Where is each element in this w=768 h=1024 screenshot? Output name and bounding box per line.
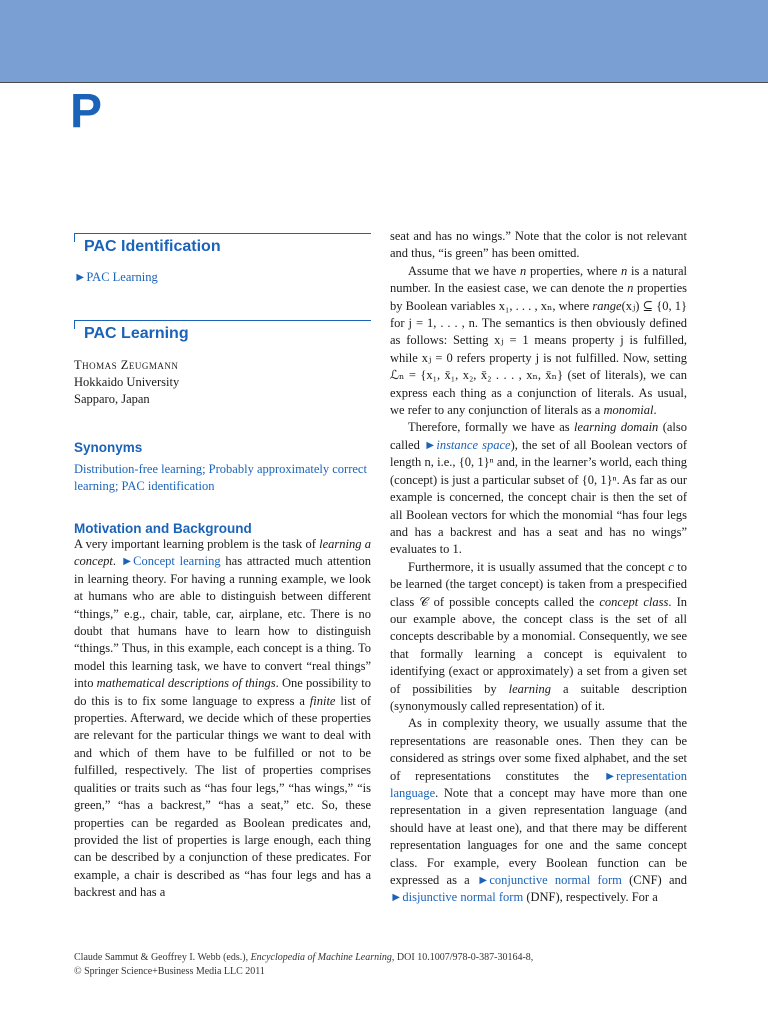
citation-line: Claude Sammut & Geoffrey I. Webb (eds.), Encyclopedia of Machine Learning, DOI 10.1007/978-0-387-30164-8, [74,952,534,963]
synonyms-list[interactable]: Distribution-free learning; Probably approximately correct learning; PAC identification [74,462,367,493]
dnf-link[interactable]: ►disjunctive normal form [390,890,524,905]
entry-title: PAC Learning [84,325,189,342]
header-band [0,0,768,83]
section-heading-motivation: Motivation and Background [74,521,252,536]
body-paragraph: Therefore, formally we have as learning domain (also called ►instance space), the set of all Boolean vectors of length n, i.e., {0, 1}ⁿ and, in the learner’s world, each thing (concept) is just a particular subset of {0, 1}ⁿ. As far as our example is concerned, the concept chair is then the set of all Boolean vectors for which the monomial “has four legs and has a backrest and has a seat and has no wings” evaluates to 1. [390,420,687,557]
citation-footer [74,951,694,979]
entry-header-pac-learning [74,315,371,343]
body-paragraph: A very important learning problem is the task of learning a concept. ►Concept learning has attracted much attention in learning theory. For having a running example, we look at humans who are able to distinguish between different “things,” e.g., chair, table, car, airplane, etc. There is no doubt that humans have to learn how to distinguish “things.” Thus, in this example, each concept is a thing. To model this learning task, we have to convert “real things” into mathematical descriptions of things. One possibility to do this is to fix some language to express a finite list of properties. Afterward, we decide which of these properties are relevant for the particular things we want to deal with and which of them have to be fulfilled or not to be fulfilled, respectively. The list of properties comprises qualities or traits such as “has four legs,” “has wings,” “is green,” “has a backrest,” “has a seat,” etc. So, these properties can be regarded as Boolean predicates and, provided the list of properties is large enough, each thing can be described by a conjunction of these predicates. For example, a chair is described as “has four legs and has a backrest and has a [74,537,372,900]
representation-language-link[interactable]: ►representation language [390,768,687,800]
cnf-link[interactable]: ►conjunctive normal form [476,873,622,888]
entry-header-pac-identification [74,228,371,256]
instance-space-link[interactable]: ►instance space [423,437,511,452]
section-heading-synonyms: Synonyms [74,440,143,455]
entry-rule-tick [74,320,75,329]
left-column [74,228,371,902]
entry-rule [74,320,371,321]
author-name: Thomas Zeugmann [74,358,179,372]
author-block [74,357,371,408]
cross-reference-link[interactable]: ►PAC Learning [74,270,158,284]
right-column [390,228,687,907]
concept-learning-link[interactable]: ►Concept learning [120,554,221,569]
author-affiliation: Hokkaido University [74,375,180,389]
entry-rule-tick [74,233,75,242]
body-paragraph: Assume that we have n properties, where n is a natural number. In the easiest case, we can denote the n properties by Boolean variables x₁, . . . , xₙ, where range(xⱼ) ⊆ {0, 1} for j = 1, . . . , n. The semantics is then obviously defined as follows: Setting xⱼ = 1 means property j is fulfilled, while xⱼ = 0 refers property j is not fulfilled. Now, setting ℒₙ = {x₁, x̄₁, x₂, x̄₂ . . . , xₙ, x̄ₙ} (set of literals), we can express each thing as a conjunction of literals. As usual, we refer to any conjunction of literals as a monomial. [390,263,688,418]
body-paragraph: seat and has no wings.” Note that the color is not relevant and thus, “is green” has been omitted. [390,229,687,261]
body-paragraph: Furthermore, it is usually assumed that the concept c to be learned (the target concept) is taken from a prespecified class 𝒞 of possible concepts called the concept class. In our example above, the concept class is the set of all concepts describable by a monomial. Consequently, we see that formally learning a concept is equivalent to identifying (exact or approximately) a set from a given set of possibilities by learning a suitable description (synonymously called representation) of it. [390,559,688,713]
entry-rule [74,233,371,234]
body-paragraph: As in complexity theory, we usually assume that the representations are reasonable ones. Then they can be considered as strings over some fixed alphabet, and the set of representations constitutes the ►representation language. Note that a concept may have more than one representation in a given representation language (and should have at least one), and that there may be different representation languages for one and the same concept class. For example, every Boolean function can be expressed as a ►conjunctive normal form (CNF) and ►disjunctive normal form (DNF), respectively. For a [390,716,688,905]
entry-title: PAC Identification [84,238,221,255]
author-location: Sapparo, Japan [74,392,150,406]
copyright-line: © Springer Science+Business Media LLC 2011 [74,966,265,977]
chapter-letter: P [70,85,103,138]
